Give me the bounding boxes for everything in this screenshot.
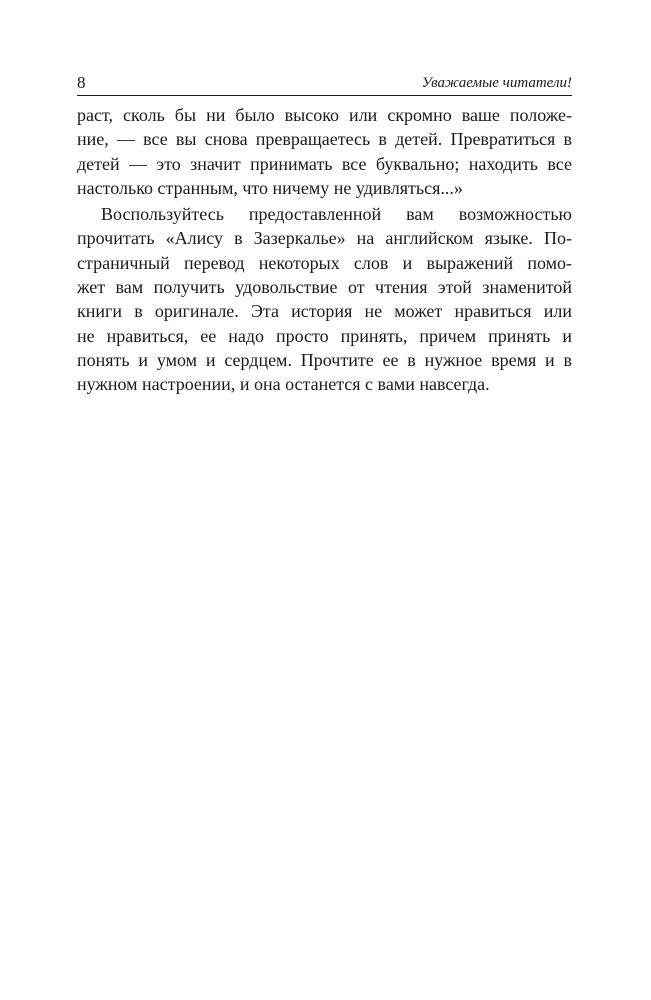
text-line: настолько странным, что ничему не удивляться...» xyxy=(77,177,463,198)
text-line: нужном настроении, и она останется с вами навсегда. xyxy=(77,374,490,395)
text-line: прочитать «Алису в Зазеркалье» на английском языке. По- xyxy=(77,228,572,249)
paragraph xyxy=(77,202,572,396)
page-number: 8 xyxy=(77,73,86,92)
text-line: раст, сколь бы ни было высоко или скромно ваше положе- xyxy=(77,105,572,125)
running-header xyxy=(77,73,572,96)
text-line: ние, — все вы снова превращаетесь в детей. Превратиться в xyxy=(77,129,572,150)
text-line: книги в оригинале. Эта история не может нравиться или xyxy=(77,301,572,322)
paragraph xyxy=(77,103,572,200)
text-line: Воспользуйтесь предоставленной вам возможностью xyxy=(101,204,572,225)
text-line: понять и умом и сердцем. Прочтите ее в нужное время и в xyxy=(77,349,572,370)
section-title: Уважаемые читатели! xyxy=(421,75,572,91)
body-text xyxy=(77,103,572,397)
text-line: не нравиться, ее надо просто принять, причем принять и xyxy=(77,325,572,346)
text-line: детей — это значит принимать все буквально; находить все xyxy=(77,153,572,174)
text-line: страничный перевод некоторых слов и выражений помо- xyxy=(77,252,572,273)
text-line: жет вам получить удовольствие от чтения этой знаменитой xyxy=(77,277,572,298)
